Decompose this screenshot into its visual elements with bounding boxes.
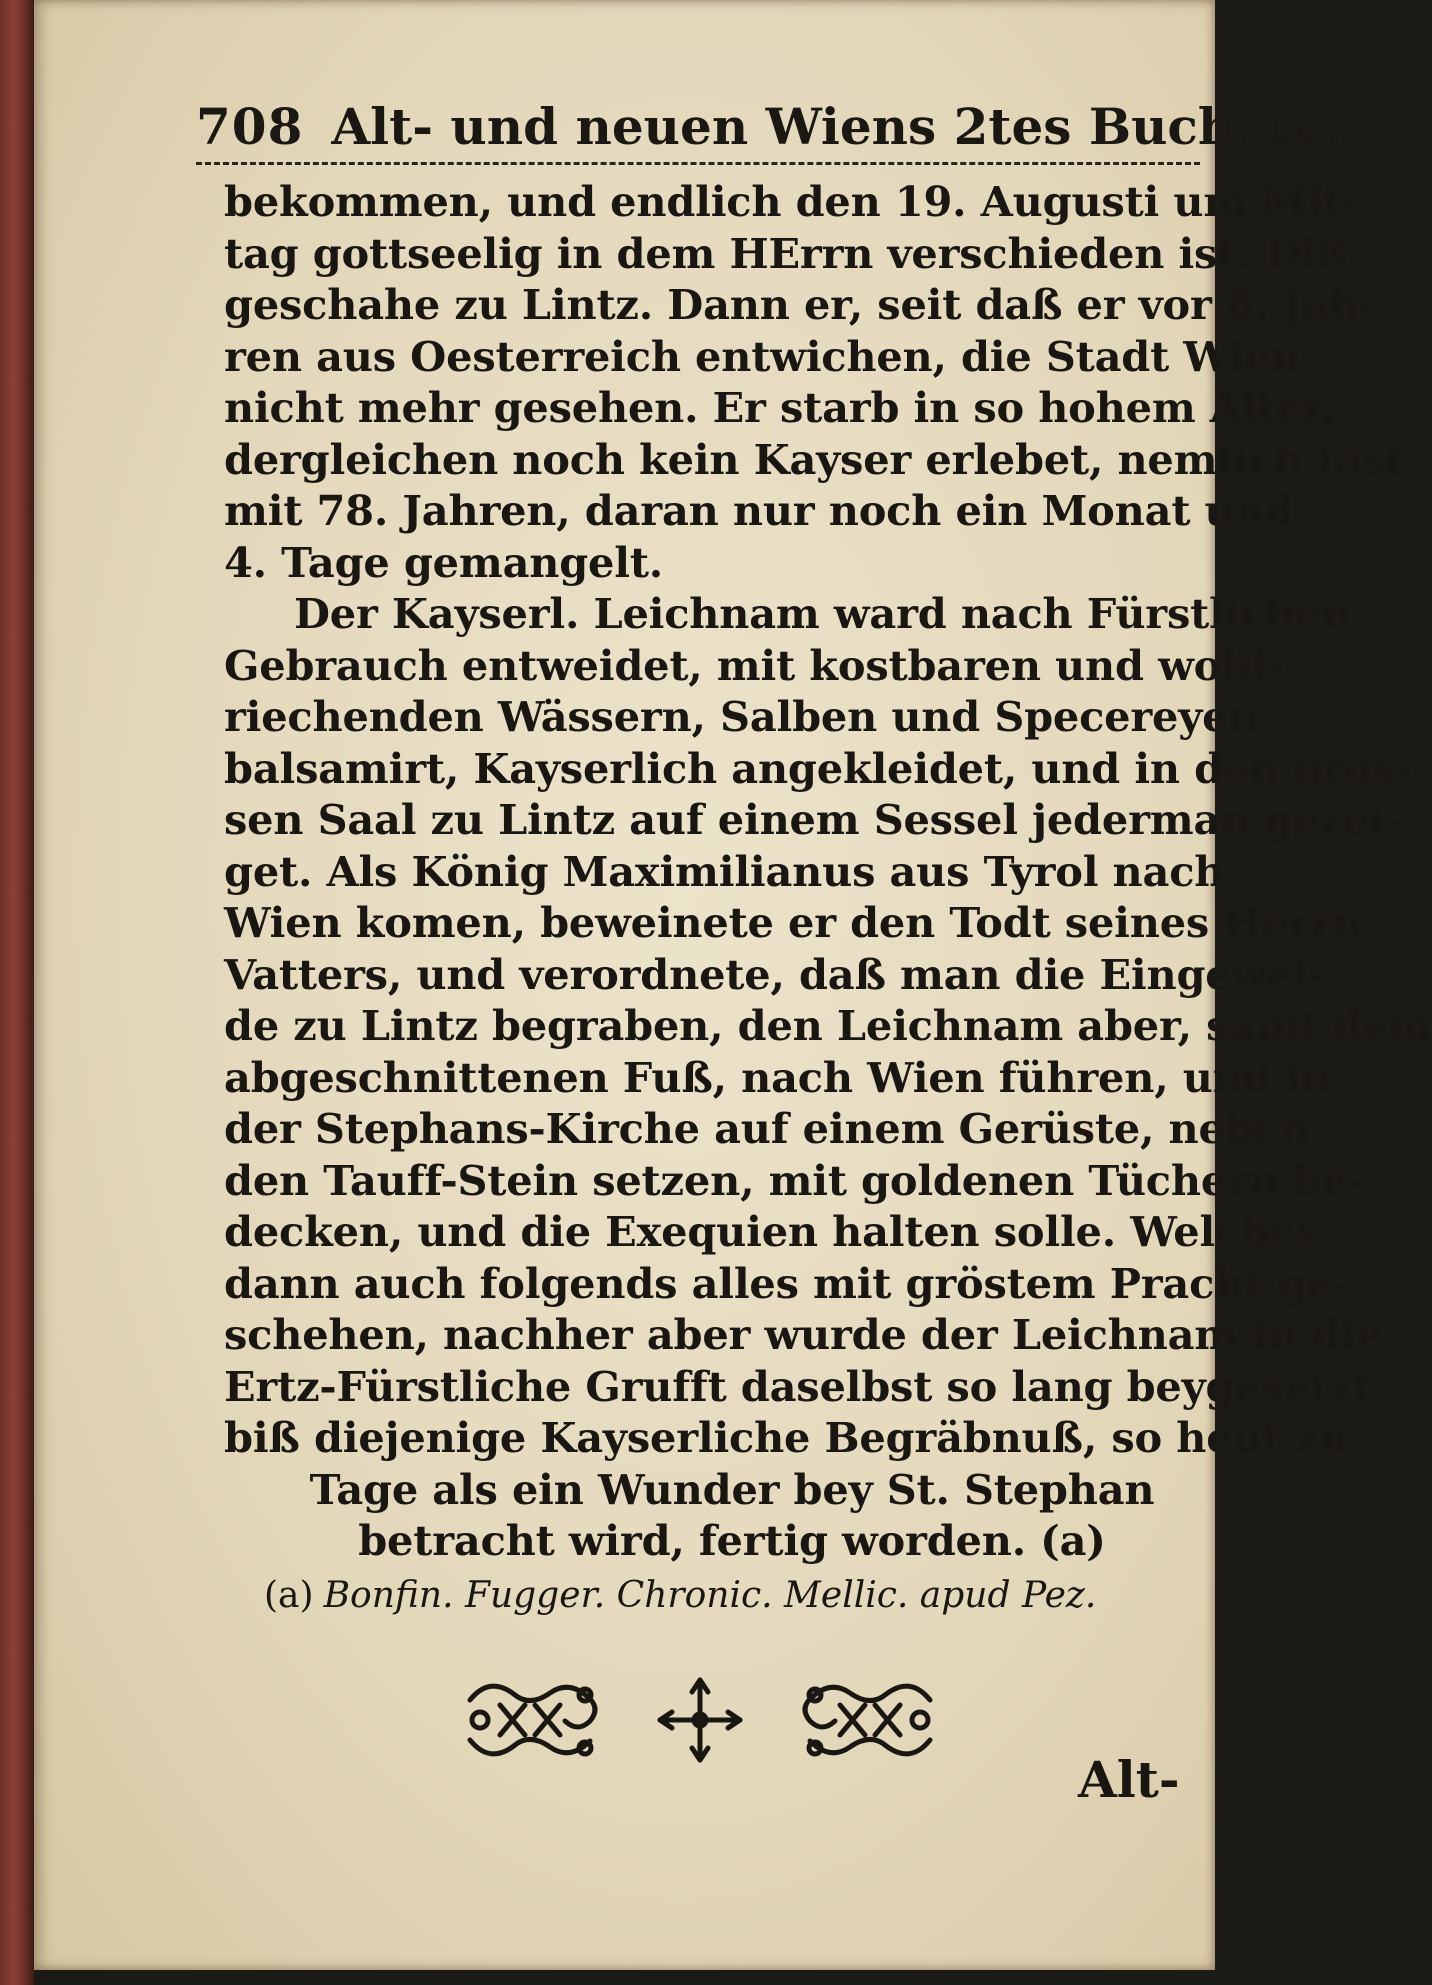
- center-cross-ornament: [660, 1680, 740, 1760]
- closing-lines: [264, 1464, 1200, 1567]
- running-header: [196, 96, 1344, 158]
- header-rule: [196, 162, 1200, 165]
- text-line: geschahe zu Lintz. Dann er, seit daß er vor 8. Jah-: [224, 280, 1377, 329]
- text-line: dann auch folgends alles mit gröstem Pracht ge-: [224, 1258, 1350, 1308]
- text-line: Ertz-Fürstliche Grufft daselbst so lang beygesetzt,: [224, 1361, 1386, 1411]
- text-line: de zu Lintz begraben, den Leichnam aber, samt dem: [224, 1001, 1432, 1050]
- text-line: ren aus Oesterreich entwichen, die Stadt Wien: [224, 331, 1301, 381]
- text-line: betracht wird, fertig worden. (a): [358, 1516, 1106, 1565]
- left-scroll-ornament: [470, 1686, 595, 1754]
- text-line: decken, und die Exequien halten solle. Welches: [224, 1207, 1320, 1256]
- text-line: schehen, nachher aber wurde der Leichnam in die: [224, 1310, 1383, 1359]
- text-line: tag gottseelig in dem HErrn verschieden ist. Diß: [224, 228, 1348, 278]
- text-line: mit 78. Jahren, daran nur noch ein Monat und: [224, 486, 1294, 535]
- text-line: Vatters, und verordnete, daß man die Eingewei-: [224, 949, 1326, 999]
- catchword: Alt-: [1078, 1750, 1180, 1809]
- text-line: biß diejenige Kayserliche Begräbnuß, so heut zu: [224, 1413, 1349, 1462]
- text-line: balsamirt, Kayserlich angekleidet, und in den gros-: [224, 743, 1412, 793]
- text-line: Gebrauch entweidet, mit kostbaren und wohl-: [224, 640, 1284, 690]
- text-line: nicht mehr gesehen. Er starb in so hohem Alter,: [224, 383, 1336, 432]
- printers-ornament: [460, 1660, 940, 1780]
- text-line: bekommen, und endlich den 19. Augusti um Mit-: [224, 177, 1359, 226]
- text-line: sen Saal zu Lintz auf einem Sessel jederman gezei-: [224, 795, 1402, 844]
- footnote-citation: Bonfin. Fugger. Chronic. Mellic. apud Pez.: [323, 1575, 1097, 1616]
- running-title: Alt- und neuen Wiens 2tes Buch, rc.: [331, 97, 1344, 156]
- text-line: Wien komen, beweinete er den Todt seines Herrn: [224, 898, 1362, 947]
- page-number: 708: [196, 97, 304, 156]
- text-line: Tage als ein Wunder bey St. Stephan: [309, 1464, 1155, 1514]
- text-line: den Tauff-Stein setzen, mit goldenen Tüchern be-: [224, 1155, 1365, 1205]
- text-line: get. Als König Maximilianus aus Tyrol nach: [224, 846, 1225, 896]
- text-line: dergleichen noch kein Kayser erlebet, nemlich fast: [224, 434, 1405, 484]
- text-line: Der Kayserl. Leichnam ward nach Fürstlichen: [294, 589, 1352, 638]
- right-scroll-ornament: [805, 1686, 930, 1754]
- book-spine-edge: [0, 0, 34, 1985]
- text-line: der Stephans-Kirche auf einem Gerüste, neben: [224, 1104, 1310, 1153]
- footnote: [264, 1575, 1164, 1616]
- footnote-marker: (a): [264, 1575, 314, 1616]
- text-line: 4. Tage gemangelt.: [224, 537, 664, 587]
- text-line: abgeschnittenen Fuß, nach Wien führen, und in: [224, 1052, 1332, 1102]
- body-text: [224, 176, 1432, 1567]
- text-line: riechenden Wässern, Salben und Specereyen: [224, 692, 1259, 741]
